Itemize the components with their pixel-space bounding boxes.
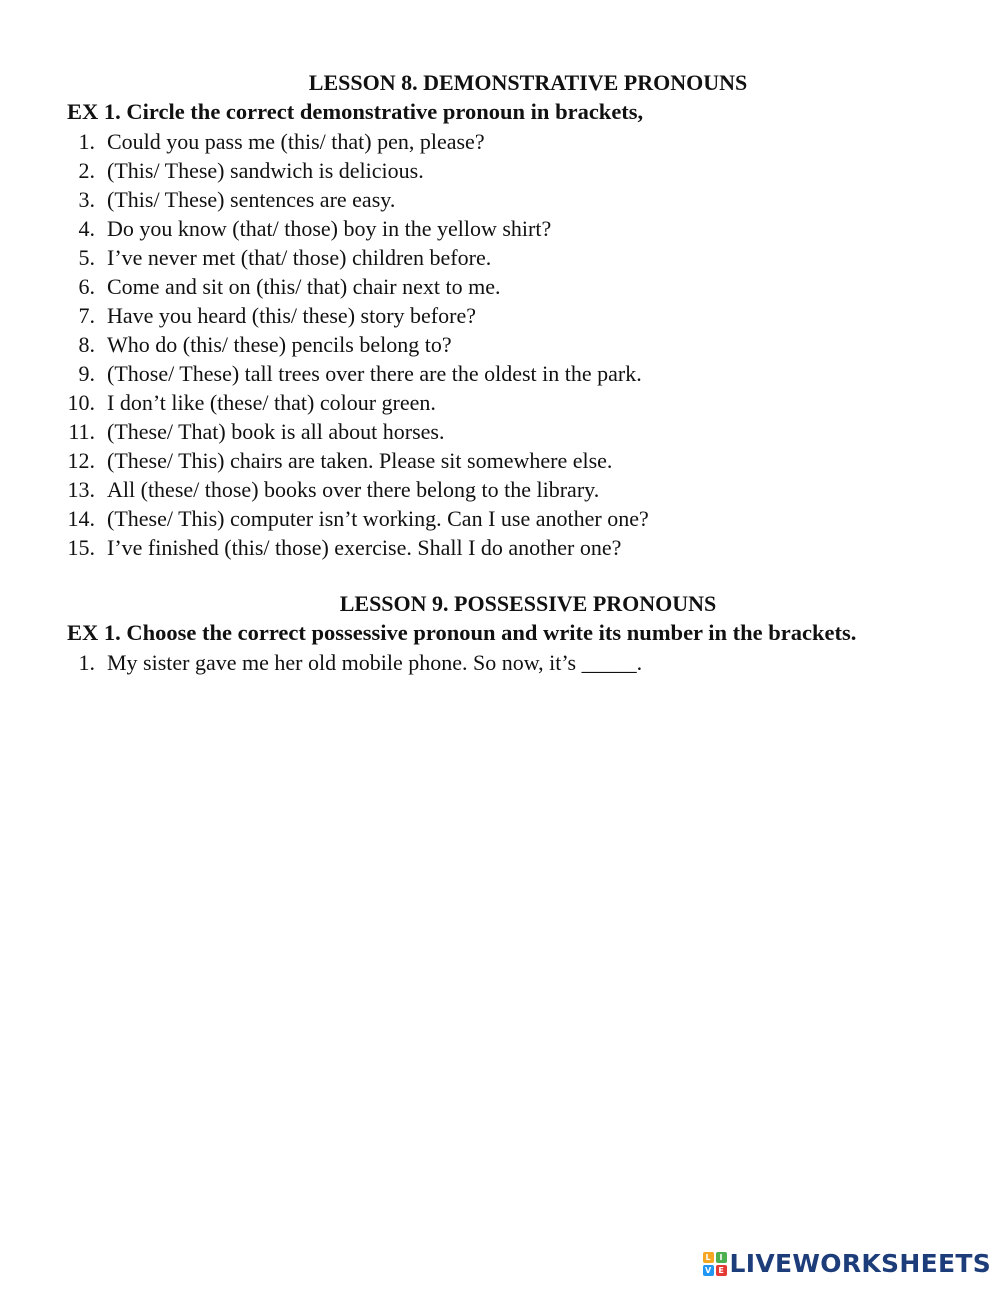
logo-tile-i: I: [716, 1252, 727, 1263]
question-number: 1.: [78, 129, 95, 154]
question-number: 3.: [78, 187, 95, 212]
question-number: 8.: [78, 332, 95, 357]
question-text: Have you heard (this/ these) story before?: [107, 303, 476, 328]
liveworksheets-logo-icon: [703, 1252, 727, 1276]
question-text: I’ve never met (that/ those) children before.: [107, 245, 492, 270]
question-text: Come and sit on (this/ that) chair next to me.: [107, 274, 501, 299]
question-text: (This/ These) sentences are easy.: [107, 187, 396, 212]
question-text: (These/ This) computer isn’t working. Can I use another one?: [107, 506, 649, 531]
question-text: Could you pass me (this/ that) pen, please?: [107, 129, 485, 154]
question-number: 11.: [68, 419, 95, 444]
question-number: 12.: [67, 448, 95, 473]
question-number: 13.: [67, 477, 95, 502]
question-number: 5.: [78, 245, 95, 270]
question-text: Who do (this/ these) pencils belong to?: [107, 332, 452, 357]
question-number: 14.: [67, 506, 95, 531]
question-number: 9.: [78, 361, 95, 386]
question-number: 6.: [78, 274, 95, 299]
lesson-8-title: LESSON 8. DEMONSTRATIVE PRONOUNS: [308, 70, 748, 95]
logo-tile-v: V: [703, 1265, 714, 1276]
question-text: (This/ These) sandwich is delicious.: [107, 158, 424, 183]
question-text: All (these/ those) books over there belong to the library.: [107, 477, 600, 502]
question-text: Do you know (that/ those) boy in the yellow shirt?: [107, 216, 552, 241]
lesson-9-exercise-instruction: EX 1. Choose the correct possessive pronoun and write its number in the brackets.: [67, 620, 857, 645]
liveworksheets-logo-text: LIVEWORKSHEETS: [729, 1249, 991, 1278]
question-text: (Those/ These) tall trees over there are the oldest in the park.: [107, 361, 642, 386]
logo-tile-l: L: [703, 1252, 714, 1263]
logo-tile-e: E: [716, 1265, 727, 1276]
liveworksheets-logo[interactable]: [703, 1249, 991, 1279]
question-number: 7.: [78, 303, 95, 328]
question-number: 10.: [67, 390, 95, 415]
question-text: I’ve finished (this/ those) exercise. Shall I do another one?: [107, 535, 622, 560]
question-number: 2.: [78, 158, 95, 183]
question-text: I don’t like (these/ that) colour green.: [107, 390, 436, 415]
question-number: 4.: [78, 216, 95, 241]
lesson-8-exercise-instruction: EX 1. Circle the correct demonstrative pronoun in brackets,: [67, 99, 644, 124]
question-text: (These/ This) chairs are taken. Please sit somewhere else.: [107, 448, 613, 473]
question-text: (These/ That) book is all about horses.: [107, 419, 445, 444]
question-number: 1.: [78, 650, 95, 675]
question-text: My sister gave me her old mobile phone. So now, it’s _____.: [107, 650, 643, 675]
lesson-9-title: LESSON 9. POSSESSIVE PRONOUNS: [339, 591, 717, 616]
question-number: 15.: [67, 535, 95, 560]
